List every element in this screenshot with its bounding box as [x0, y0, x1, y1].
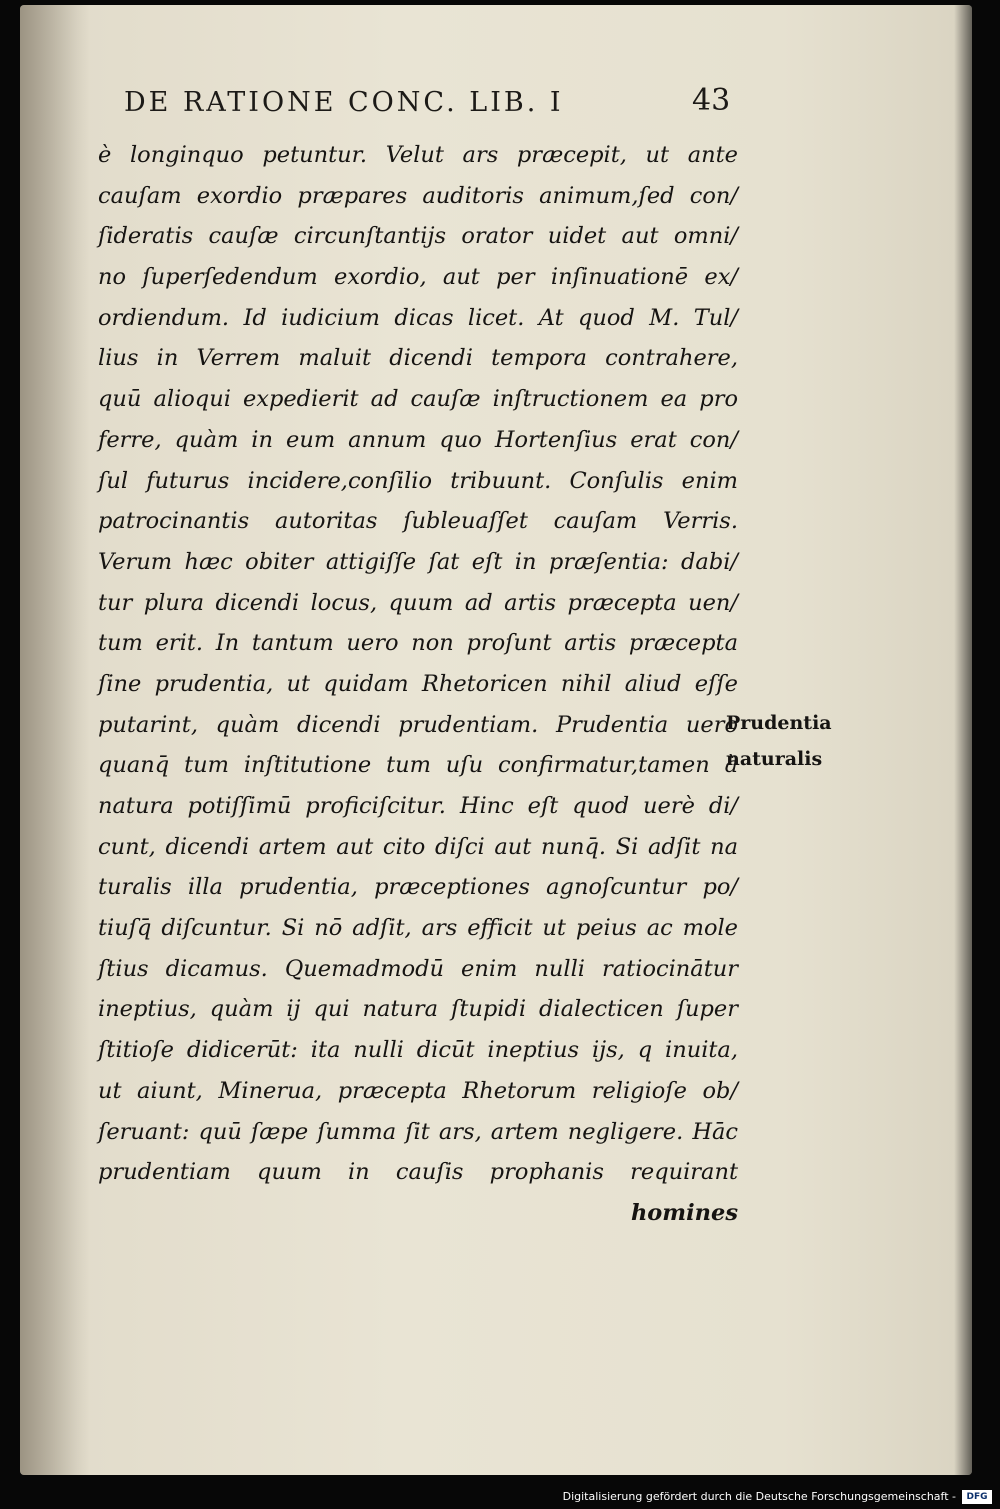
catchword: homines	[630, 1199, 738, 1226]
text-line: natura potiſſimū proficiſcitur. Hinc eſt quod uerè di/	[98, 793, 738, 819]
text-line: quū alioqui expedierit ad cauſæ inſtructionem ea pro	[98, 386, 738, 413]
marginal-note	[726, 705, 832, 777]
marginal-note-line: Prudentia	[726, 712, 832, 734]
text-line: lius in Verrem maluit dicendi tempora contrahere,	[98, 345, 738, 372]
text-line: turalis illa prudentia, præceptiones agnoſcuntur po/	[98, 874, 738, 901]
text-line: cauſam exordio præpares auditoris animum,ſed con/	[98, 182, 738, 209]
text-line: tiuſq̄ diſcuntur. Si nō adſit, ars efficit ut peius ac mole	[98, 915, 738, 942]
text-line: ut aiunt, Minerua, præcepta Rhetorum religioſe ob/	[98, 1077, 738, 1104]
text-line: ferre, quàm in eum annum quo Hortenſius erat con/	[98, 426, 738, 453]
text-line: tur plura dicendi locus, quum ad artis præcepta uen/	[98, 589, 738, 616]
text-line: ineptius, quàm ij qui natura ſtupidi dialecticen ſuper	[98, 996, 738, 1023]
text-line: ſeruant: quū ſæpe ſumma ſit ars, artem negligere. Hāc	[98, 1118, 738, 1145]
page-number: 43	[692, 83, 731, 118]
marginal-note-line: naturalis	[726, 748, 823, 770]
text-line: ſideratis cauſæ circunſtantijs orator uidet aut omni/	[98, 223, 738, 250]
text-line: Verum hæc obiter attigiſſe ſat eſt in præſentia: dabi/	[98, 548, 738, 575]
funding-credit: Digitalisierung gefördert durch die Deutsche Forschungsgemeinschaft -	[562, 1490, 956, 1503]
text-line: tum erit. In tantum uero non proſunt artis præcepta	[98, 630, 738, 657]
running-head-title: DE RATIONE CONC. LIB. I	[124, 87, 564, 118]
text-line: è longinquo petuntur. Velut ars præcepit, ut ante	[98, 142, 738, 168]
body-text	[98, 135, 738, 1234]
text-line: putarint, quàm dicendi prudentiam. Prudentia uero	[98, 711, 738, 738]
running-head	[124, 83, 764, 129]
book-page	[20, 5, 972, 1475]
text-line: no ſuperſedendum exordio, aut per inſinuationē ex/	[98, 264, 738, 291]
text-line: ſul futurus incidere,conſilio tribuunt. Conſulis enim	[98, 467, 738, 494]
text-line: ſtitioſe didicerūt: ita nulli dicūt ineptius ijs, q inuita,	[98, 1037, 738, 1064]
text-line: prudentiam quum in cauſis prophanis requirant	[98, 1159, 738, 1186]
text-line: ſine prudentia, ut quidam Rhetoricen nihil aliud eſſe	[98, 670, 738, 697]
text-line: cunt, dicendi artem aut cito diſci aut nunq̄. Si adſit na	[98, 833, 738, 860]
footer-bar	[0, 1475, 1000, 1509]
text-line: ordiendum. Id iudicium dicas licet. At quod M. Tul/	[98, 304, 738, 331]
text-line: patrocinantis autoritas ſubleuaſſet cauſam Verris.	[98, 508, 738, 535]
text-line: quanq̄ tum inſtitutione tum uſu confirmatur,tamen à	[98, 752, 738, 779]
dfg-logo: DFG	[962, 1490, 992, 1504]
text-line: ſtius dicamus. Quemadmodū enim nulli ratiocinātur	[98, 955, 738, 982]
